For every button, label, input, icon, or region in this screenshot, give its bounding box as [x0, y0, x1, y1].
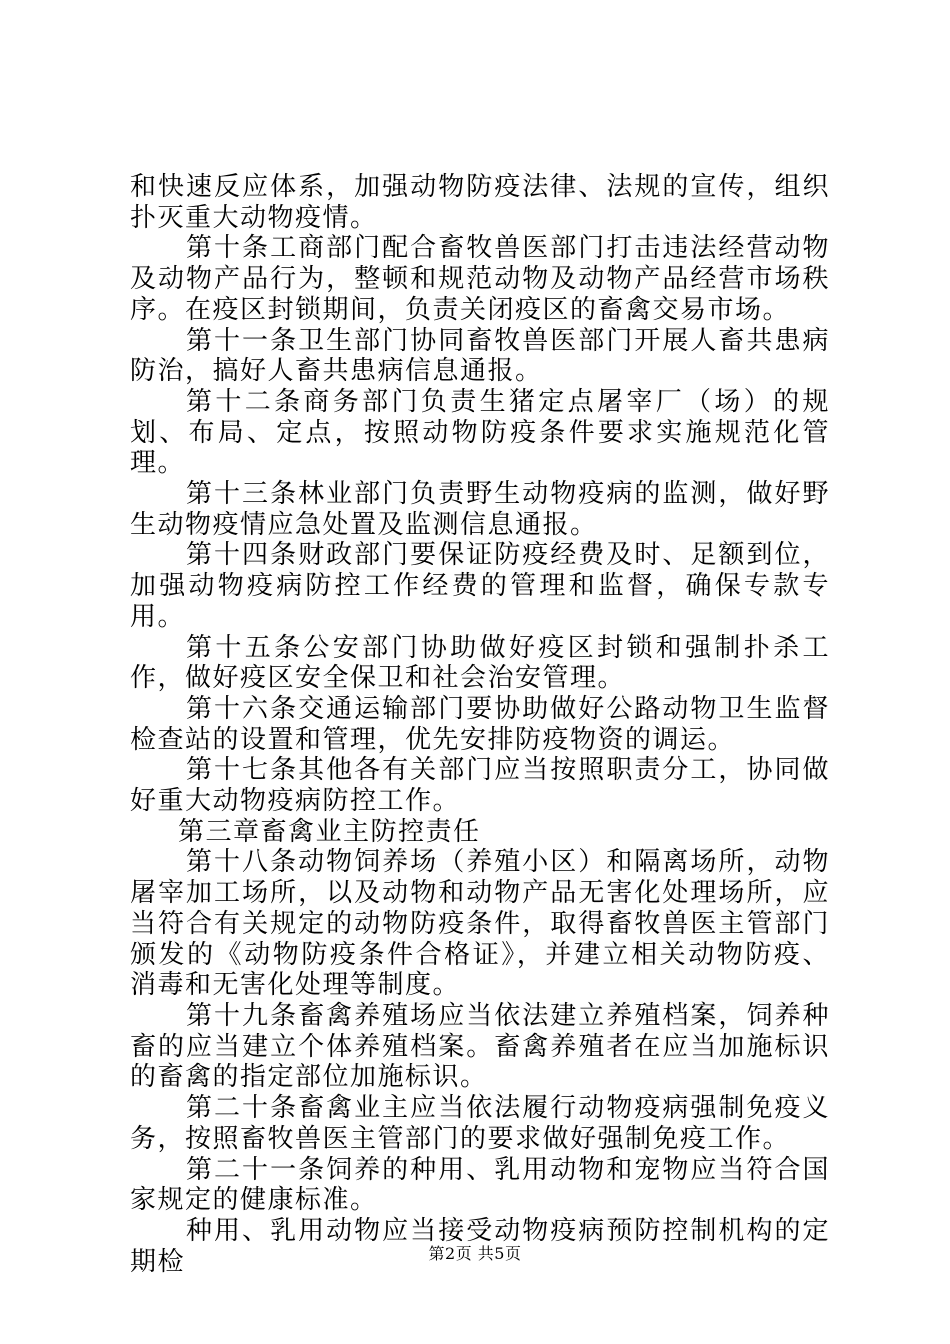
paragraph: 第二十条畜禽业主应当依法履行动物疫病强制免疫义务，按照畜牧兽医主管部门的要求做好强制免疫工作。	[130, 1093, 830, 1154]
paragraph: 第十七条其他各有关部门应当按照职责分工，协同做好重大动物疫病防控工作。	[130, 755, 830, 817]
paragraph: 第十二条商务部门负责生猪定点屠宰厂（场）的规划、布局、定点，按照动物防疫条件要求实施规范化管理。	[130, 386, 830, 479]
chapter-heading: 第三章畜禽业主防控责任	[178, 816, 481, 847]
paragraph: 第十八条动物饲养场（养殖小区）和隔离场所，动物屠宰加工场所，以及动物和动物产品无害化处理场所，应当符合有关规定的动物防疫条件，取得畜牧兽医主管部门颁发的《动物防疫条件合格证》，并建立相关动物防疫、消毒和无害化处理等制度。	[130, 847, 830, 1001]
paragraph: 种用、乳用动物应当接受动物疫病预防控制机构的定期检	[130, 1215, 830, 1277]
paragraph: 和快速反应体系，加强动物防疫法律、法规的宣传，组织扑灭重大动物疫情。	[130, 172, 830, 233]
paragraph: 第十条工商部门配合畜牧兽医部门打击违法经营动物及动物产品行为，整顿和规范动物及动物产品经营市场秩序。在疫区封锁期间，负责关闭疫区的畜禽交易市场。	[130, 233, 830, 325]
paragraph: 第十六条交通运输部门要协助做好公路动物卫生监督检查站的设置和管理，优先安排防疫物资的调运。	[130, 693, 830, 755]
page-number-footer: 第2页 共5页	[428, 1244, 522, 1263]
paragraph: 第二十一条饲养的种用、乳用动物和宠物应当符合国家规定的健康标准。	[130, 1154, 830, 1216]
paragraph: 第十五条公安部门协助做好疫区封锁和强制扑杀工作，做好疫区安全保卫和社会治安管理。	[130, 632, 830, 694]
paragraph: 第十四条财政部门要保证防疫经费及时、足额到位，加强动物疫病防控工作经费的管理和监督，确保专款专用。	[130, 540, 830, 632]
paragraph: 第十三条林业部门负责野生动物疫病的监测，做好野生动物疫情应急处置及监测信息通报。	[130, 479, 830, 540]
paragraph: 第十一条卫生部门协同畜牧兽医部门开展人畜共患病防治，搞好人畜共患病信息通报。	[130, 325, 830, 387]
paragraph: 第十九条畜禽养殖场应当依法建立养殖档案，饲养种畜的应当建立个体养殖档案。畜禽养殖者在应当加施标识的畜禽的指定部位加施标识。	[130, 1000, 830, 1093]
document-body	[130, 172, 830, 1277]
